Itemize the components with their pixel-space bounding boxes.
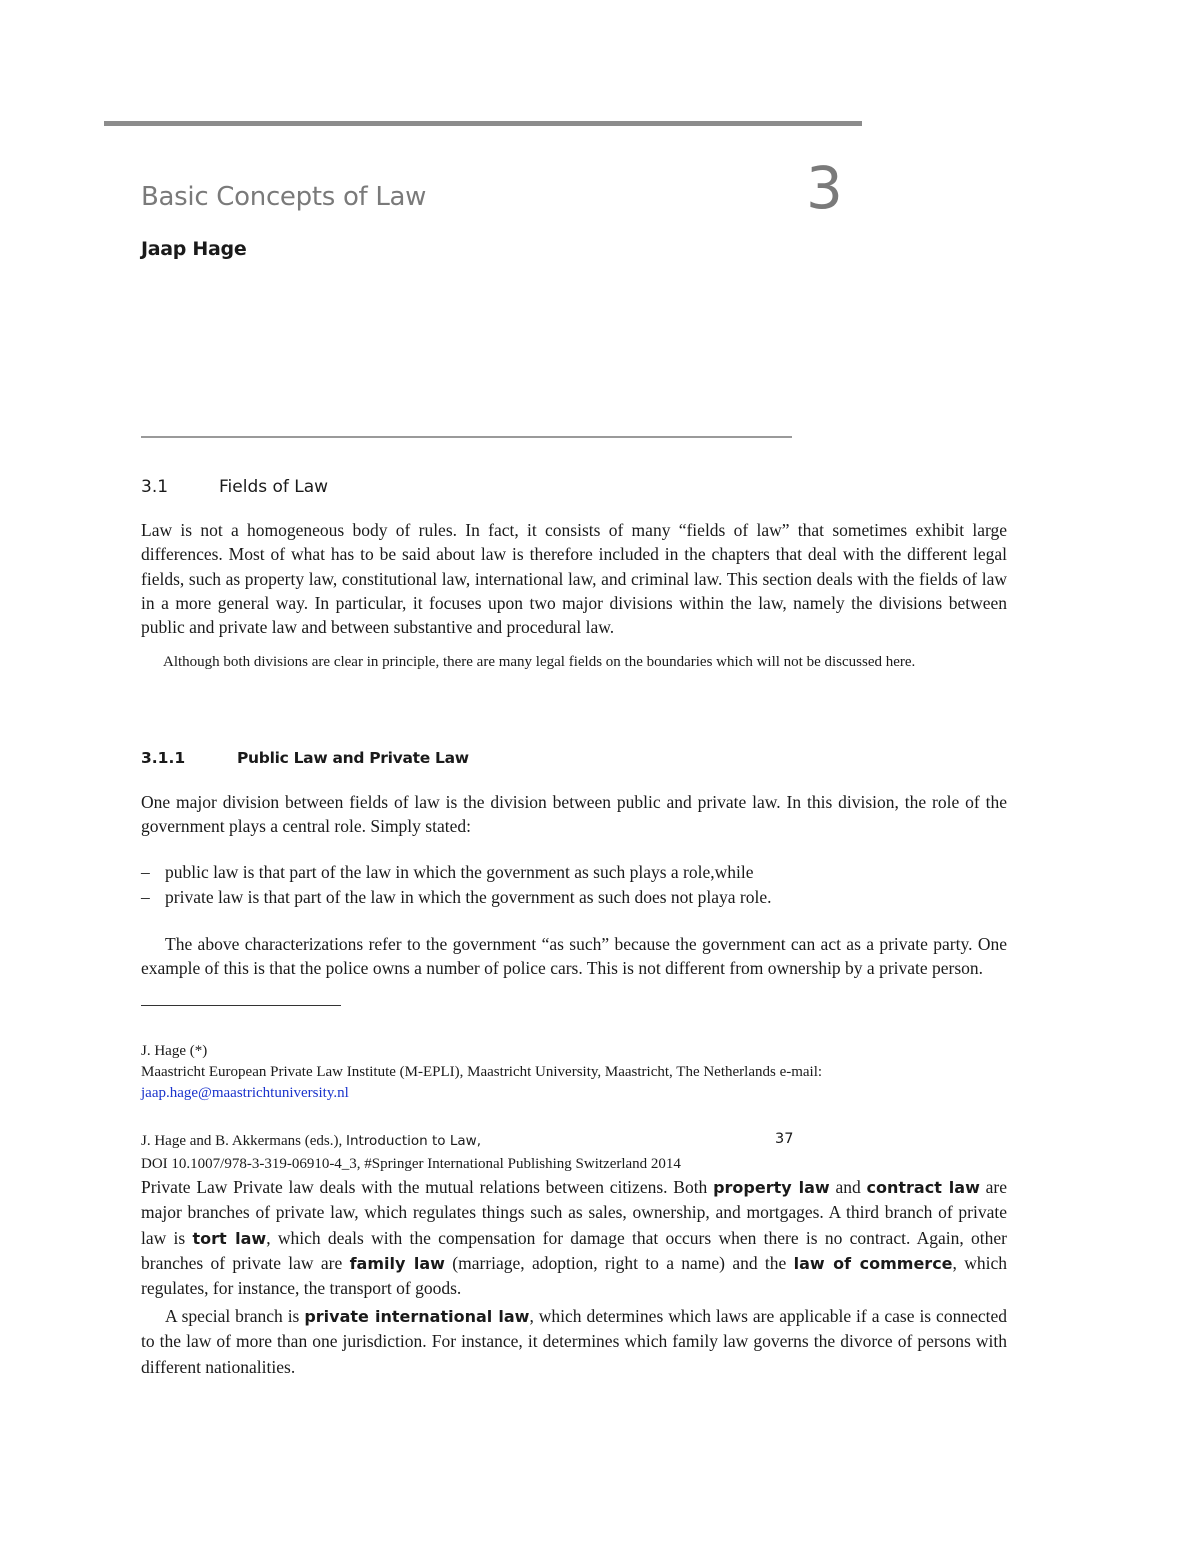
text-run: A special branch is bbox=[165, 1306, 305, 1326]
chapter-title: Basic Concepts of Law bbox=[141, 182, 427, 212]
list-marker: – bbox=[141, 862, 150, 882]
private-law-paragraph bbox=[141, 1175, 1007, 1301]
footnote-separator bbox=[141, 1005, 341, 1006]
list-item-text: public law is that part of the law in which the government as such plays a role,while bbox=[165, 862, 754, 882]
list-item bbox=[141, 860, 1007, 885]
term-tort-law: tort law bbox=[192, 1228, 267, 1248]
section-title: Fields of Law bbox=[219, 477, 329, 497]
footnote-citation bbox=[141, 1131, 481, 1152]
definition-list bbox=[141, 860, 1007, 910]
section-note: Although both divisions are clear in principle, there are many legal fields on the boundaries which will not be discussed here. bbox=[163, 654, 916, 670]
footnote-affiliation: Maastricht European Private Law Institute (M-EPLI), Maastricht University, Maastricht, The Netherlands e-mail: bbox=[141, 1064, 823, 1080]
subsection-number: 3.1.1 bbox=[141, 749, 186, 767]
section-paragraph: Law is not a homogeneous body of rules. In fact, it consists of many “fields of law” that sometimes exhibit large differences. Most of what has to be said about law is therefore included in the chapters that deal with the different legal fields, such as property law, constitutional law, international law, and criminal law. This section deals with the fields of law in a more general way. In particular, it focuses upon two major divisions within the law, namely the divisions between public and private law and between substantive and procedural law. bbox=[141, 520, 1007, 638]
section-number: 3.1 bbox=[141, 477, 169, 497]
subsection-title: Public Law and Private Law bbox=[237, 749, 469, 767]
citation-editors: J. Hage and B. Akkermans (eds.), bbox=[141, 1133, 343, 1149]
term-contract-law: contract law bbox=[866, 1178, 980, 1197]
term-law-of-commerce: law of commerce bbox=[793, 1253, 953, 1273]
list-marker: – bbox=[141, 887, 150, 907]
top-rule bbox=[104, 121, 862, 126]
text-run: are major branches of private law, which regulates things such as sales, ownership, and mortgages. A third branch of private law is bbox=[141, 1177, 1007, 1248]
text-run: , which regulates, for instance, the transport of goods. bbox=[141, 1252, 1007, 1299]
text-run: (marriage, adoption, right to a name) and the bbox=[444, 1252, 794, 1273]
footnote-author: J. Hage (*) bbox=[141, 1043, 208, 1059]
footnote-doi: DOI 10.1007/978-3-319-06910-4_3, #Springer International Publishing Switzerland 2014 bbox=[141, 1156, 681, 1172]
text-run: Private Law Private law deals with the mutual relations between citizens. Both bbox=[141, 1177, 714, 1197]
section-divider bbox=[141, 436, 792, 438]
subsection-paragraph: One major division between fields of law is the division between public and private law. In this division, the role of the government plays a central role. Simply stated: bbox=[141, 792, 1007, 837]
list-item-text: private law is that part of the law in which the government as such does not playa role. bbox=[165, 887, 772, 907]
private-international-law-paragraph bbox=[141, 1304, 1007, 1380]
text-run: and bbox=[829, 1177, 867, 1197]
citation-book-title: Introduction to Law, bbox=[345, 1133, 481, 1149]
term-family-law: family law bbox=[349, 1253, 445, 1273]
text-run: , which determines which laws are applicable if a case is connected to the law of more than one jurisdiction. For instance, it determines which family law governs the divorce of persons with different nationalities. bbox=[141, 1306, 1007, 1377]
chapter-author: Jaap Hage bbox=[141, 238, 247, 260]
subsection-paragraph-2: The above characterizations refer to the government “as such” because the government can act as a private party. One example of this is that the police owns a number of police cars. This is not different from ownership by a private person. bbox=[141, 934, 1007, 979]
list-item bbox=[141, 885, 1007, 910]
text-run: , which deals with the compensation for damage that occurs when there is no contract. Again, other branches of private law are bbox=[141, 1227, 1007, 1273]
term-private-international-law: private international law bbox=[304, 1307, 530, 1326]
page-number: 37 bbox=[775, 1131, 794, 1147]
term-property-law: property law bbox=[713, 1178, 830, 1197]
chapter-number: 3 bbox=[806, 154, 843, 222]
footnote-email-link[interactable]: jaap.hage@maastrichtuniversity.nl bbox=[141, 1085, 349, 1101]
